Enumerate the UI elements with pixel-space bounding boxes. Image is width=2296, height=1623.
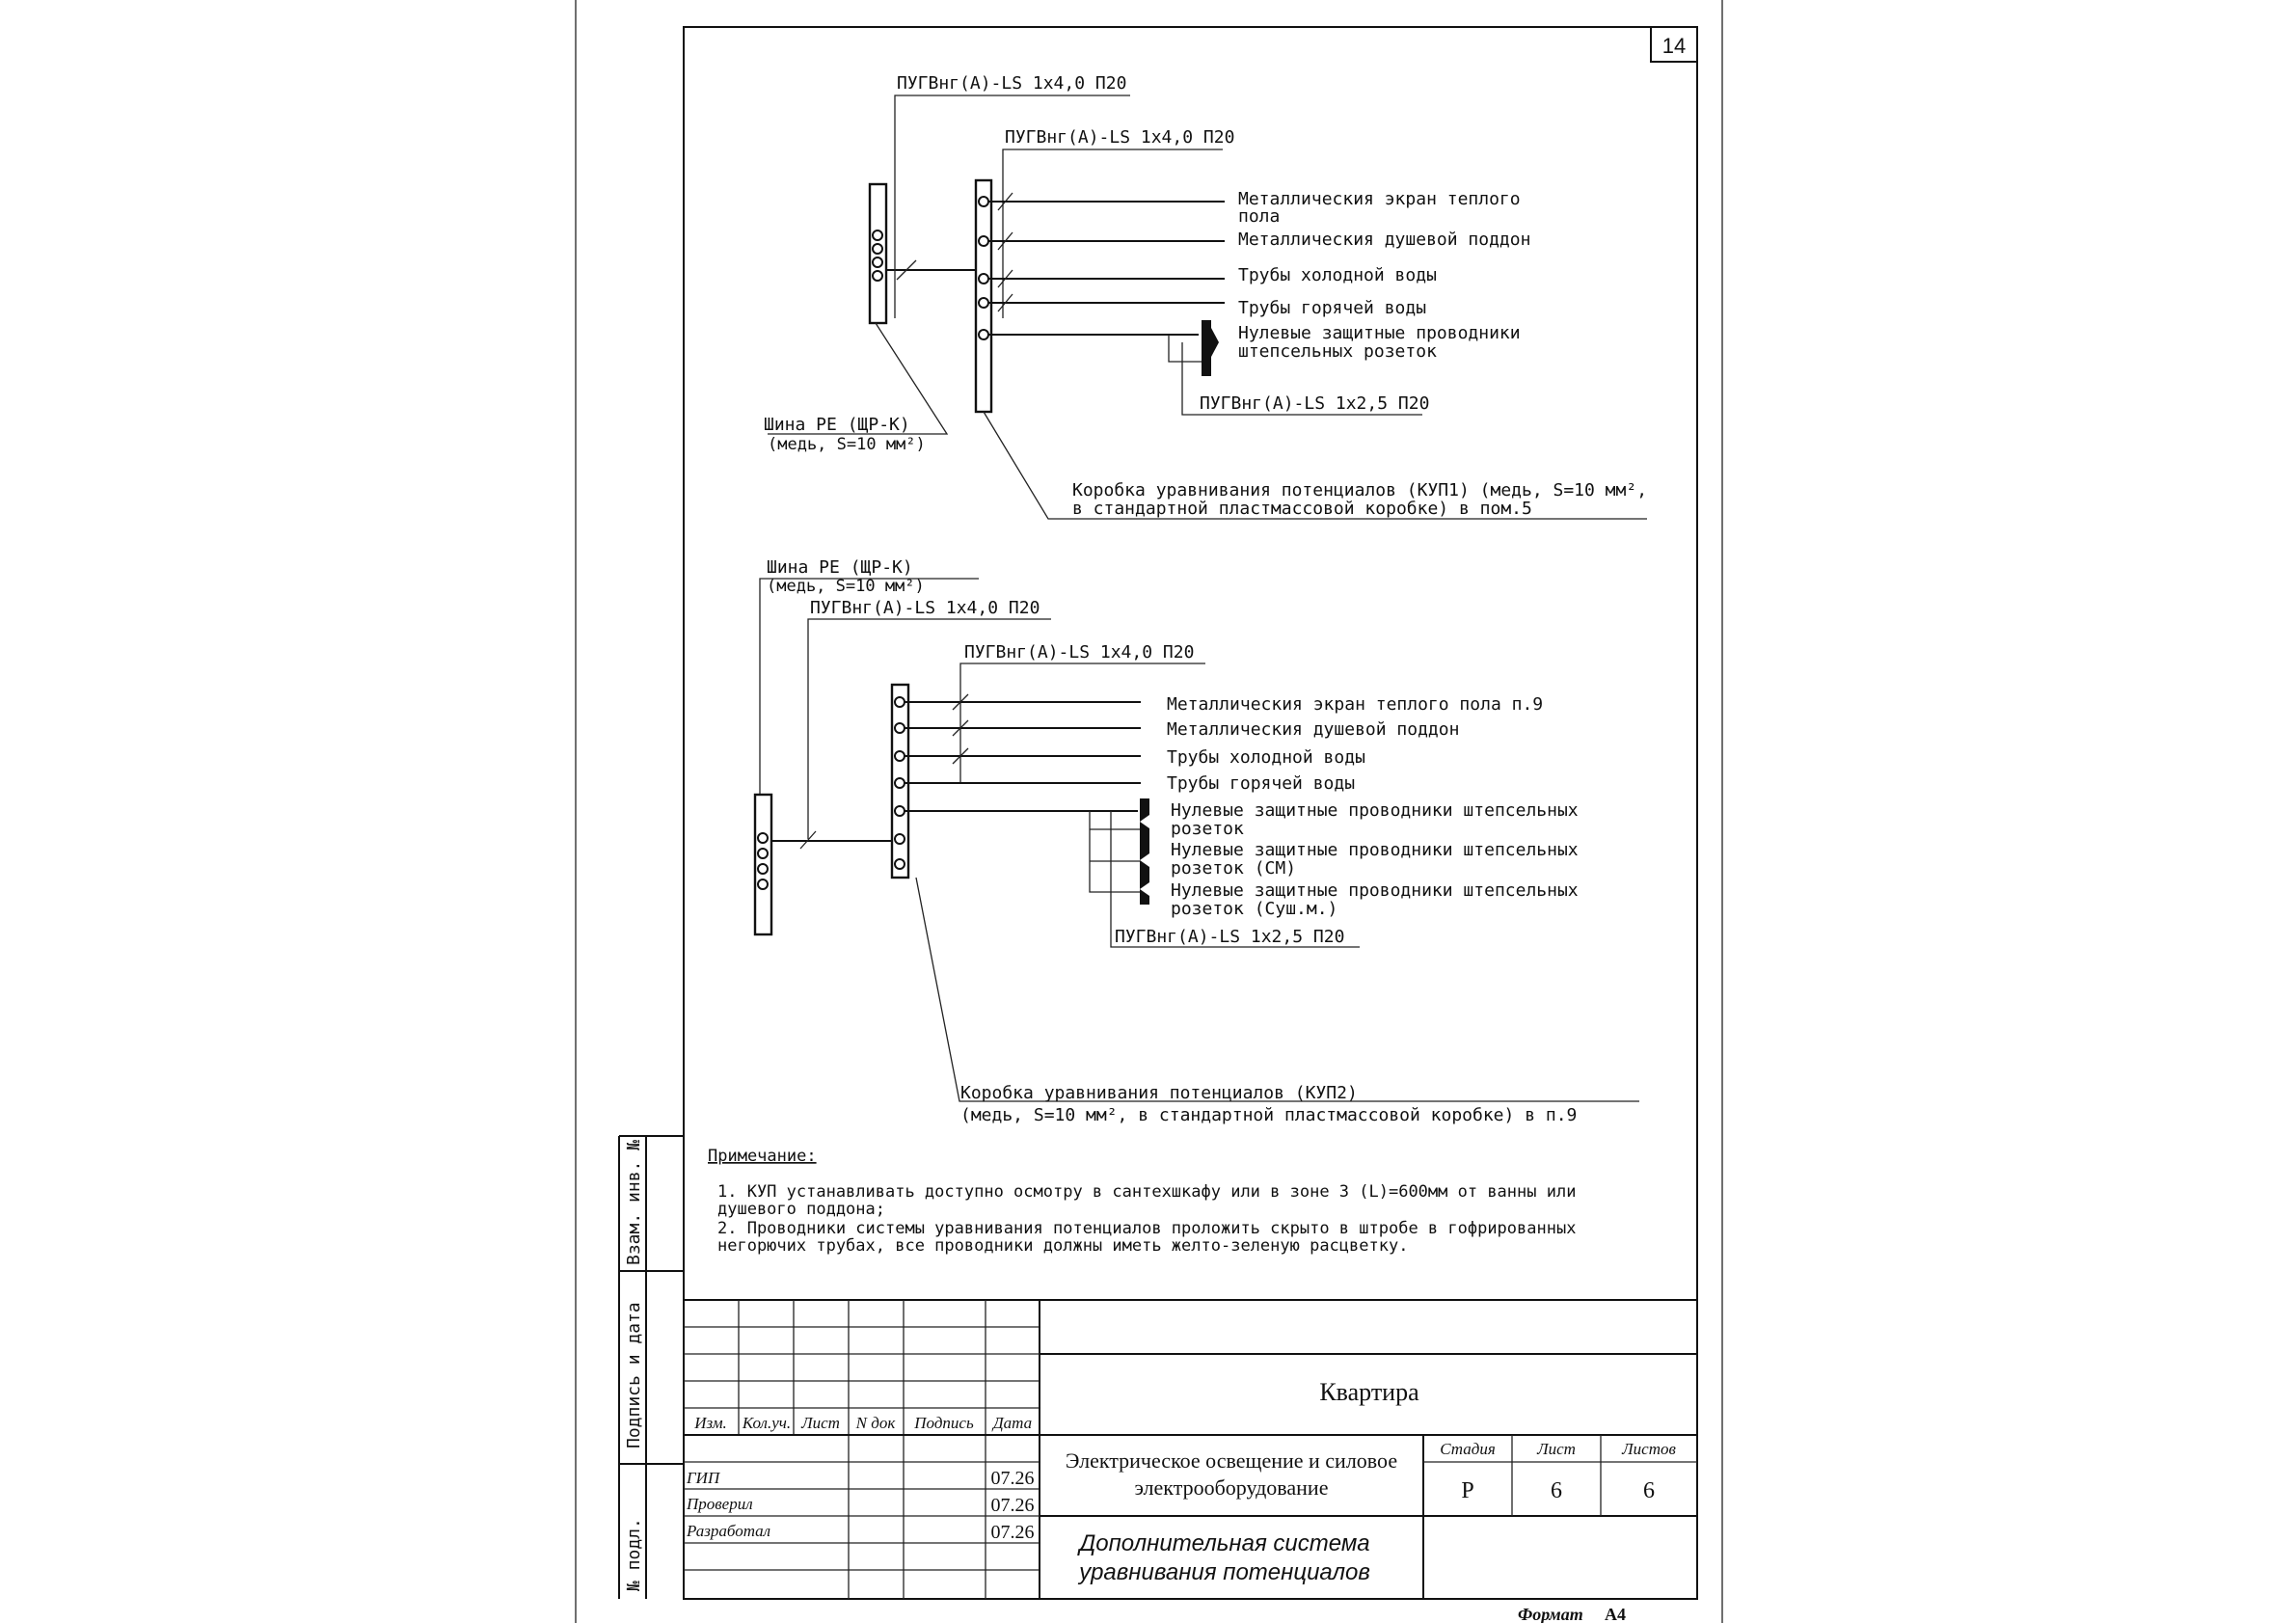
tb-role: Разработал: [687, 1522, 771, 1540]
tb-section: электрооборудование: [1134, 1475, 1329, 1500]
note-line: 1. КУП устанавливать доступно осмотру в сантехшкафу или в зоне 3 (L)=600мм от ванны или: [717, 1182, 1577, 1202]
item-label: пола: [1238, 206, 1281, 227]
tb-stage: Р: [1461, 1478, 1474, 1503]
kup1-box: [976, 180, 991, 412]
item-label: Металлическия душевой поддон: [1238, 230, 1531, 250]
tb-role: ГИП: [687, 1469, 720, 1487]
neutral-bar-1: [1202, 320, 1211, 376]
kup-terminal: [979, 236, 988, 246]
bus-terminal: [873, 271, 882, 281]
kup-terminal: [895, 834, 905, 844]
bus-terminal: [873, 244, 882, 254]
cable-label: ПУГВнг(А)-LS 1х4,0 П20: [810, 598, 1040, 618]
side-stamp: [619, 1136, 684, 1599]
box-label: в стандартной пластмассовой коробке) в пом.5: [1072, 499, 1532, 519]
tb-sheets-header: Листов: [1622, 1440, 1676, 1458]
kup-terminal: [895, 751, 905, 761]
kup-terminal: [895, 697, 905, 707]
item-label: Металлическия душевой поддон: [1167, 719, 1460, 740]
tb-header: Изм.: [694, 1414, 727, 1432]
box-label: (медь, S=10 мм², в стандартной пластмассовой коробке) в п.9: [960, 1105, 1578, 1125]
kup-terminal: [895, 806, 905, 816]
tb-header: N док: [855, 1414, 896, 1432]
note-line: 2. Проводники системы уравнивания потенциалов проложить скрыто в штробе в гофрированных: [717, 1219, 1577, 1238]
cable-label: ПУГВнг(А)-LS 1х4,0 П20: [897, 73, 1127, 94]
box-label: Коробка уравнивания потенциалов (КУП1) (медь, S=10 мм²,: [1072, 480, 1648, 500]
bus-label: (медь, S=10 мм²): [767, 577, 925, 596]
kup-terminal: [895, 859, 905, 869]
format-value: А4: [1605, 1605, 1626, 1623]
neutral-bar-arrow: [1211, 328, 1219, 357]
item-label: Нулевые защитные проводники штепсельных: [1171, 800, 1579, 821]
tb-header: Кол.уч.: [742, 1414, 792, 1432]
tb-date: 07.26: [990, 1495, 1035, 1516]
cable-label: ПУГВнг(А)-LS 1х4,0 П20: [1005, 127, 1235, 148]
kup-terminal: [979, 197, 988, 206]
notes-title: Примечание:: [708, 1147, 817, 1166]
item-label: розеток: [1171, 819, 1244, 839]
item-label: штепсельных розеток: [1238, 341, 1437, 362]
tb-date: 07.26: [990, 1522, 1035, 1543]
bus-terminal: [758, 833, 768, 843]
kup-terminal: [895, 778, 905, 788]
item-label: Трубы горячей воды: [1238, 298, 1427, 318]
bus-terminal: [873, 257, 882, 267]
kup-terminal: [979, 274, 988, 284]
title-block: [684, 1300, 1697, 1599]
cable-label: ПУГВнг(А)-LS 1х2,5 П20: [1200, 393, 1430, 414]
note-line: негорючих трубах, все проводники должны иметь желто-зеленую расцветку.: [717, 1236, 1409, 1256]
bus-label: Шина PE (ЩР-К): [767, 557, 913, 578]
diagram-2: [755, 557, 1639, 1125]
bus-terminal: [758, 879, 768, 889]
tb-stage-header: Стадия: [1440, 1440, 1496, 1458]
side-stamp-podl: № подл.: [624, 1518, 644, 1591]
item-label: Нулевые защитные проводники штепсельных: [1171, 880, 1579, 901]
cable-leader: [1090, 811, 1140, 892]
tb-date: 07.26: [990, 1468, 1035, 1489]
cable-label: ПУГВнг(А)-LS 1х2,5 П20: [1115, 927, 1345, 947]
format-label: Формат: [1518, 1605, 1583, 1623]
bus-terminal: [758, 849, 768, 858]
tb-drawing-title: уравнивания потенциалов: [1079, 1559, 1370, 1585]
tb-sheet: 6: [1551, 1478, 1562, 1503]
item-label: Металлическия экран теплого: [1238, 189, 1521, 209]
tb-drawing-title: Дополнительная система: [1079, 1530, 1370, 1556]
item-label: розеток (СМ): [1171, 858, 1297, 879]
bus-label: Шина PE (ЩР-К): [764, 415, 910, 435]
bus-label: (медь, S=10 мм²): [768, 435, 926, 454]
tb-object: Квартира: [1319, 1378, 1419, 1406]
item-label: Нулевые защитные проводники штепсельных: [1171, 840, 1579, 860]
side-stamp-vzam: Взам. инв. №: [624, 1139, 644, 1265]
item-label: Металлическия экран теплого пола п.9: [1167, 694, 1544, 715]
kup-terminal: [895, 723, 905, 733]
tb-role: Проверил: [687, 1495, 753, 1513]
item-label: Нулевые защитные проводники: [1238, 323, 1521, 343]
box-label: Коробка уравнивания потенциалов (КУП2): [960, 1083, 1358, 1103]
item-label: розеток (Суш.м.): [1171, 899, 1338, 919]
kup-terminal: [979, 298, 988, 308]
bus-terminal: [873, 230, 882, 240]
cable-leader: [1169, 335, 1202, 362]
tb-sheets: 6: [1643, 1478, 1655, 1503]
cable-label: ПУГВнг(А)-LS 1х4,0 П20: [964, 642, 1195, 663]
item-label: Трубы холодной воды: [1167, 747, 1365, 768]
tb-header: Подпись: [914, 1414, 974, 1432]
note-line: душевого поддона;: [717, 1200, 885, 1219]
tb-header: Лист: [801, 1414, 840, 1432]
bus-terminal: [758, 864, 768, 874]
kup-terminal: [979, 330, 988, 339]
sheet-number: 14: [1661, 34, 1687, 58]
cable-leader: [1003, 149, 1223, 318]
item-label: Трубы горячей воды: [1167, 773, 1356, 794]
item-label: Трубы холодной воды: [1238, 265, 1437, 285]
diagram-1: [764, 73, 1647, 519]
tb-sheet-header: Лист: [1537, 1440, 1576, 1458]
side-stamp-podpis: Подпись и дата: [624, 1302, 644, 1448]
tb-header: Дата: [992, 1414, 1033, 1432]
notes: [708, 1147, 1576, 1256]
tb-section: Электрическое освещение и силовое: [1065, 1448, 1398, 1473]
